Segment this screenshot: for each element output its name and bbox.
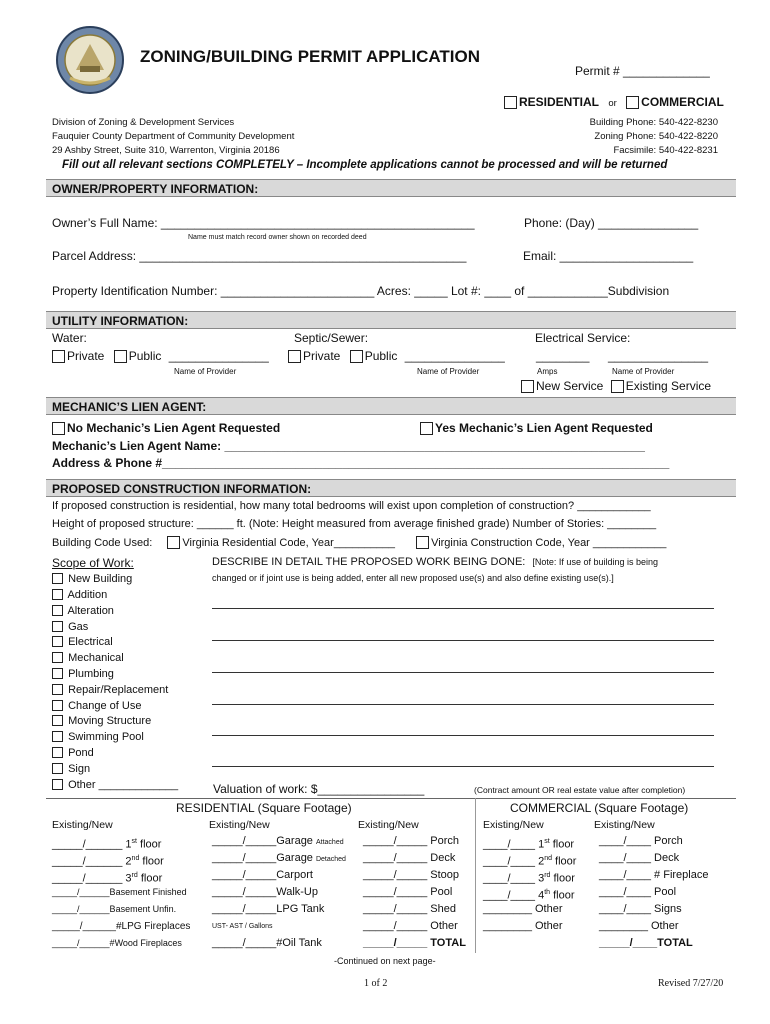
valuation-note: (Contract amount OR real estate value after completion)	[474, 785, 686, 795]
org-line-1: Division of Zoning & Development Services	[52, 117, 235, 128]
scope-item-checkbox[interactable]	[52, 621, 63, 632]
property-id-row[interactable]: Property Identification Number: _______________________ Acres: _____ Lot #: ____ of ____________Subdivision	[52, 284, 670, 298]
sqft-row[interactable]: _____/_____Garage Detached	[212, 852, 346, 864]
scope-item-checkbox[interactable]	[52, 684, 63, 695]
water-public-checkbox[interactable]	[114, 350, 127, 363]
res-sqft-col2	[212, 833, 346, 952]
water-private-checkbox[interactable]	[52, 350, 65, 363]
no-lien-agent-label: No Mechanic’s Lien Agent Requested	[67, 421, 281, 435]
septic-options	[288, 349, 505, 363]
continued-note: -Continued on next page-	[334, 956, 436, 966]
form-title: ZONING/BUILDING PERMIT APPLICATION	[140, 47, 480, 66]
scope-item-checkbox[interactable]	[52, 763, 63, 774]
sqft-col-divider	[475, 798, 476, 953]
com-sqft-col2	[599, 833, 708, 952]
scope-item-checkbox[interactable]	[52, 652, 63, 663]
scope-item[interactable]	[52, 651, 178, 667]
scope-item-checkbox[interactable]	[52, 668, 63, 679]
scope-item-label: Plumbing	[68, 667, 114, 680]
describe-work-title	[212, 556, 658, 568]
residential-sqft-title: RESIDENTIAL (Square Footage)	[176, 801, 352, 815]
height-question[interactable]: Height of proposed structure: ______ ft. (Note: Height measured from average finished grade) Number of Stories: ________	[52, 518, 657, 530]
sqft-row[interactable]: _____/_____Walk-Up	[212, 886, 318, 898]
parcel-address-field[interactable]: Parcel Address: _________________________________________________	[52, 249, 467, 263]
scope-item-label: Addition	[67, 589, 108, 601]
scope-item-label: Pond	[68, 746, 94, 759]
residential-checkbox[interactable]	[504, 96, 517, 109]
res-col1-header: Existing/New	[52, 819, 113, 831]
new-service-label: New Service	[536, 379, 604, 393]
commercial-sqft-title: COMMERCIAL (Square Footage)	[510, 801, 689, 815]
sqft-row[interactable]: _____/______ 1st floor	[52, 838, 162, 851]
sqft-row[interactable]: _____/_____ Shed	[363, 903, 456, 915]
scope-item-checkbox[interactable]	[52, 731, 63, 742]
sqft-row[interactable]: _____/______ 3rd floor	[52, 872, 163, 885]
scope-item-label: Mechanical	[68, 652, 124, 665]
owner-name-note: Name must match record owner shown on recorded deed	[188, 234, 367, 241]
scope-item[interactable]	[52, 746, 178, 762]
scope-item-label: New Building	[68, 573, 133, 585]
va-residential-code-label: Virginia Residential Code, Year__________	[182, 537, 395, 549]
scope-item-checkbox[interactable]	[52, 605, 63, 616]
amps-field[interactable]: ________	[536, 349, 590, 363]
describe-line-5[interactable]	[212, 735, 714, 736]
va-construction-code-label: Virginia Construction Code, Year ____________	[431, 537, 667, 549]
scope-item-checkbox[interactable]	[52, 589, 63, 600]
sqft-row[interactable]: ____/____ 1st floor	[483, 838, 575, 851]
revised-date: Revised 7/27/20	[658, 978, 724, 989]
septic-public-checkbox[interactable]	[350, 350, 363, 363]
electric-provider-caption: Name of Provider	[612, 367, 675, 376]
lien-agent-name-field[interactable]: Mechanic’s Lien Agent Name: _______________________________________________________________	[52, 439, 645, 453]
describe-line-1[interactable]	[212, 608, 714, 609]
res-col3-header: Existing/New	[358, 819, 419, 831]
scope-item-label: Moving Structure	[68, 715, 152, 728]
sqft-row[interactable]: ________ Other	[483, 920, 563, 932]
scope-item[interactable]	[52, 604, 178, 620]
permit-type-row	[504, 95, 724, 109]
commercial-label: COMMERCIAL	[641, 95, 724, 109]
septic-provider-caption: Name of Provider	[417, 367, 480, 376]
amps-caption: Amps	[537, 367, 558, 376]
describe-line-4[interactable]	[212, 704, 714, 705]
electrical-label: Electrical Service:	[535, 331, 631, 345]
sqft-row[interactable]: ________ Other	[599, 920, 679, 932]
water-options	[52, 349, 269, 363]
or-label: or	[608, 98, 617, 109]
describe-work-note-line2: changed or if joint use is being added, enter all new proposed use(s) and also define existing use(s).]	[212, 573, 614, 583]
sqft-row[interactable]: ____/____ 4th floor	[483, 889, 575, 902]
scope-item[interactable]	[52, 730, 178, 746]
sqft-row[interactable]: ____/____ Pool	[599, 886, 677, 898]
notice-banner: Fill out all relevant sections COMPLETELY – Incomplete applications cannot be processed and will be returned	[62, 159, 668, 171]
septic-private-label: Private	[303, 349, 341, 363]
existing-service-checkbox[interactable]	[611, 380, 624, 393]
sqft-row[interactable]: ____/____ Deck	[599, 852, 680, 864]
owner-section-header: OWNER/PROPERTY INFORMATION:	[46, 179, 736, 197]
scope-item[interactable]	[52, 588, 178, 604]
septic-private-checkbox[interactable]	[288, 350, 301, 363]
water-label: Water:	[52, 331, 87, 345]
describe-work-heading: DESCRIBE IN DETAIL THE PROPOSED WORK BEING DONE:	[212, 556, 526, 568]
commercial-checkbox[interactable]	[626, 96, 639, 109]
describe-line-2[interactable]	[212, 640, 714, 641]
sqft-divider	[46, 798, 736, 799]
sqft-row[interactable]: ________ Other	[483, 903, 563, 915]
scope-item[interactable]	[52, 571, 178, 588]
water-provider-caption: Name of Provider	[174, 367, 237, 376]
building-phone: Building Phone: 540-422-8230	[589, 117, 718, 128]
residential-label: RESIDENTIAL	[519, 95, 600, 109]
sqft-row[interactable]: _____/______Basement Finished	[52, 887, 187, 897]
scope-item[interactable]	[52, 620, 178, 636]
scope-item-label: Alteration	[67, 604, 114, 617]
no-lien-agent-option	[52, 421, 280, 435]
sqft-row[interactable]: _____/_____#Oil Tank	[212, 937, 322, 949]
facsimile: Facsimile: 540-422-8231	[613, 145, 718, 156]
scope-item-label: Change of Use	[68, 699, 142, 712]
water-private-label: Private	[67, 349, 105, 363]
scope-item-label: Other _____________	[68, 778, 179, 791]
septic-label: Septic/Sewer:	[294, 331, 369, 345]
sqft-row[interactable]: ____/____ 3rd floor	[483, 872, 575, 885]
valuation-field[interactable]: Valuation of work: $________________	[213, 782, 425, 796]
sqft-row[interactable]: _____/_____LPG Tank	[212, 903, 325, 915]
sqft-row[interactable]: _____/_____ Deck	[363, 852, 456, 864]
sqft-row[interactable]: _____/______ 2nd floor	[52, 855, 164, 868]
sqft-row[interactable]: _____/_____ Other	[363, 920, 458, 932]
electric-provider-field[interactable]: _______________	[608, 349, 709, 363]
building-code-label: Building Code Used:	[52, 537, 153, 549]
county-seal-logo	[56, 26, 124, 94]
sqft-row[interactable]: _____/_____Garage Attached	[212, 835, 344, 847]
water-provider-field[interactable]: _______________	[168, 349, 269, 363]
building-code-row	[52, 536, 666, 549]
scope-item[interactable]	[52, 635, 178, 651]
bedrooms-question[interactable]: If proposed construction is residential, how many total bedrooms will exist upon completion of construction? ____________	[52, 500, 651, 512]
describe-line-6[interactable]	[212, 766, 714, 767]
email-field[interactable]: Email: ____________________	[523, 249, 694, 263]
va-residential-code-checkbox[interactable]	[167, 536, 180, 549]
no-lien-agent-checkbox[interactable]	[52, 422, 65, 435]
res-sqft-col3	[363, 833, 466, 952]
service-options	[521, 379, 711, 393]
com-col2-header: Existing/New	[594, 819, 655, 831]
com-col1-header: Existing/New	[483, 819, 544, 831]
org-line-2: Fauquier County Department of Community Development	[52, 131, 295, 142]
describe-line-3[interactable]	[212, 672, 714, 673]
construction-section-header: PROPOSED CONSTRUCTION INFORMATION:	[46, 479, 736, 497]
septic-provider-field[interactable]: _______________	[404, 349, 505, 363]
scope-of-work-list	[52, 571, 178, 793]
scope-item[interactable]	[52, 714, 178, 730]
scope-item-checkbox[interactable]	[52, 636, 63, 647]
scope-item-label: Electrical	[68, 636, 113, 649]
com-sqft-col1	[483, 833, 576, 935]
va-construction-code-checkbox[interactable]	[416, 536, 429, 549]
sqft-row[interactable]: _____/_____ Porch	[363, 835, 460, 847]
scope-item-checkbox[interactable]	[52, 779, 63, 790]
scope-of-work-title: Scope of Work:	[52, 556, 134, 570]
lien-agent-address-field[interactable]: Address & Phone #____________________________________________________________________________	[52, 456, 670, 470]
yes-lien-agent-option	[420, 421, 653, 435]
sqft-row[interactable]: ____/____ Porch	[599, 835, 683, 847]
new-service-checkbox[interactable]	[521, 380, 534, 393]
scope-item[interactable]	[52, 762, 178, 778]
scope-item-checkbox[interactable]	[52, 747, 63, 758]
scope-item[interactable]	[52, 778, 178, 794]
sqft-row[interactable]: _____/_____ TOTAL	[363, 937, 466, 949]
scope-item-checkbox[interactable]	[52, 573, 63, 584]
sqft-row[interactable]: _____/_____ Stoop	[363, 869, 460, 881]
page-number: 1 of 2	[364, 978, 388, 989]
sqft-row[interactable]: _____/______#Wood Fireplaces	[52, 938, 182, 948]
phone-day-field[interactable]: Phone: (Day) _______________	[524, 216, 699, 230]
zoning-phone: Zoning Phone: 540-422-8220	[594, 131, 718, 142]
sqft-row[interactable]: ____/____ # Fireplace	[599, 869, 709, 881]
scope-item[interactable]	[52, 699, 178, 715]
scope-item-label: Gas	[68, 620, 89, 633]
septic-public-label: Public	[364, 349, 398, 363]
utility-section-header: UTILITY INFORMATION:	[46, 311, 736, 329]
sqft-row[interactable]: UST- AST / Gallons	[212, 923, 273, 930]
owners-full-name-field[interactable]: Owner’s Full Name: _______________________________________________	[52, 216, 475, 230]
sqft-row[interactable]: ____/____ Signs	[599, 903, 682, 915]
sqft-row[interactable]: _____/____TOTAL	[599, 937, 693, 949]
describe-work-note: [Note: If use of building is being	[532, 557, 658, 567]
lien-section-header: MECHANIC’S LIEN AGENT:	[46, 397, 736, 415]
scope-item[interactable]	[52, 683, 178, 699]
scope-item-checkbox[interactable]	[52, 700, 63, 711]
water-public-label: Public	[128, 349, 162, 363]
scope-item-label: Sign	[68, 762, 91, 775]
yes-lien-agent-label: Yes Mechanic’s Lien Agent Requested	[435, 421, 653, 435]
sqft-row[interactable]: _____/______Basement Unfin.	[52, 904, 177, 914]
existing-service-label: Existing Service	[625, 379, 712, 393]
sqft-row[interactable]: _____/______#LPG Fireplaces	[52, 921, 191, 932]
sqft-row[interactable]: _____/_____ Pool	[363, 886, 453, 898]
res-sqft-col1	[52, 833, 190, 952]
scope-item-label: Swimming Pool	[68, 731, 144, 744]
scope-item-checkbox[interactable]	[52, 715, 63, 726]
permit-number[interactable]: Permit # _____________	[575, 64, 710, 78]
scope-item[interactable]	[52, 667, 178, 683]
scope-item-label: Repair/Replacement	[68, 683, 169, 696]
org-line-3: 29 Ashby Street, Suite 310, Warrenton, Virginia 20186	[52, 145, 280, 156]
sqft-row[interactable]: ____/____ 2nd floor	[483, 855, 577, 868]
res-col2-header: Existing/New	[209, 819, 270, 831]
sqft-row[interactable]: _____/_____Carport	[212, 869, 313, 881]
yes-lien-agent-checkbox[interactable]	[420, 422, 433, 435]
